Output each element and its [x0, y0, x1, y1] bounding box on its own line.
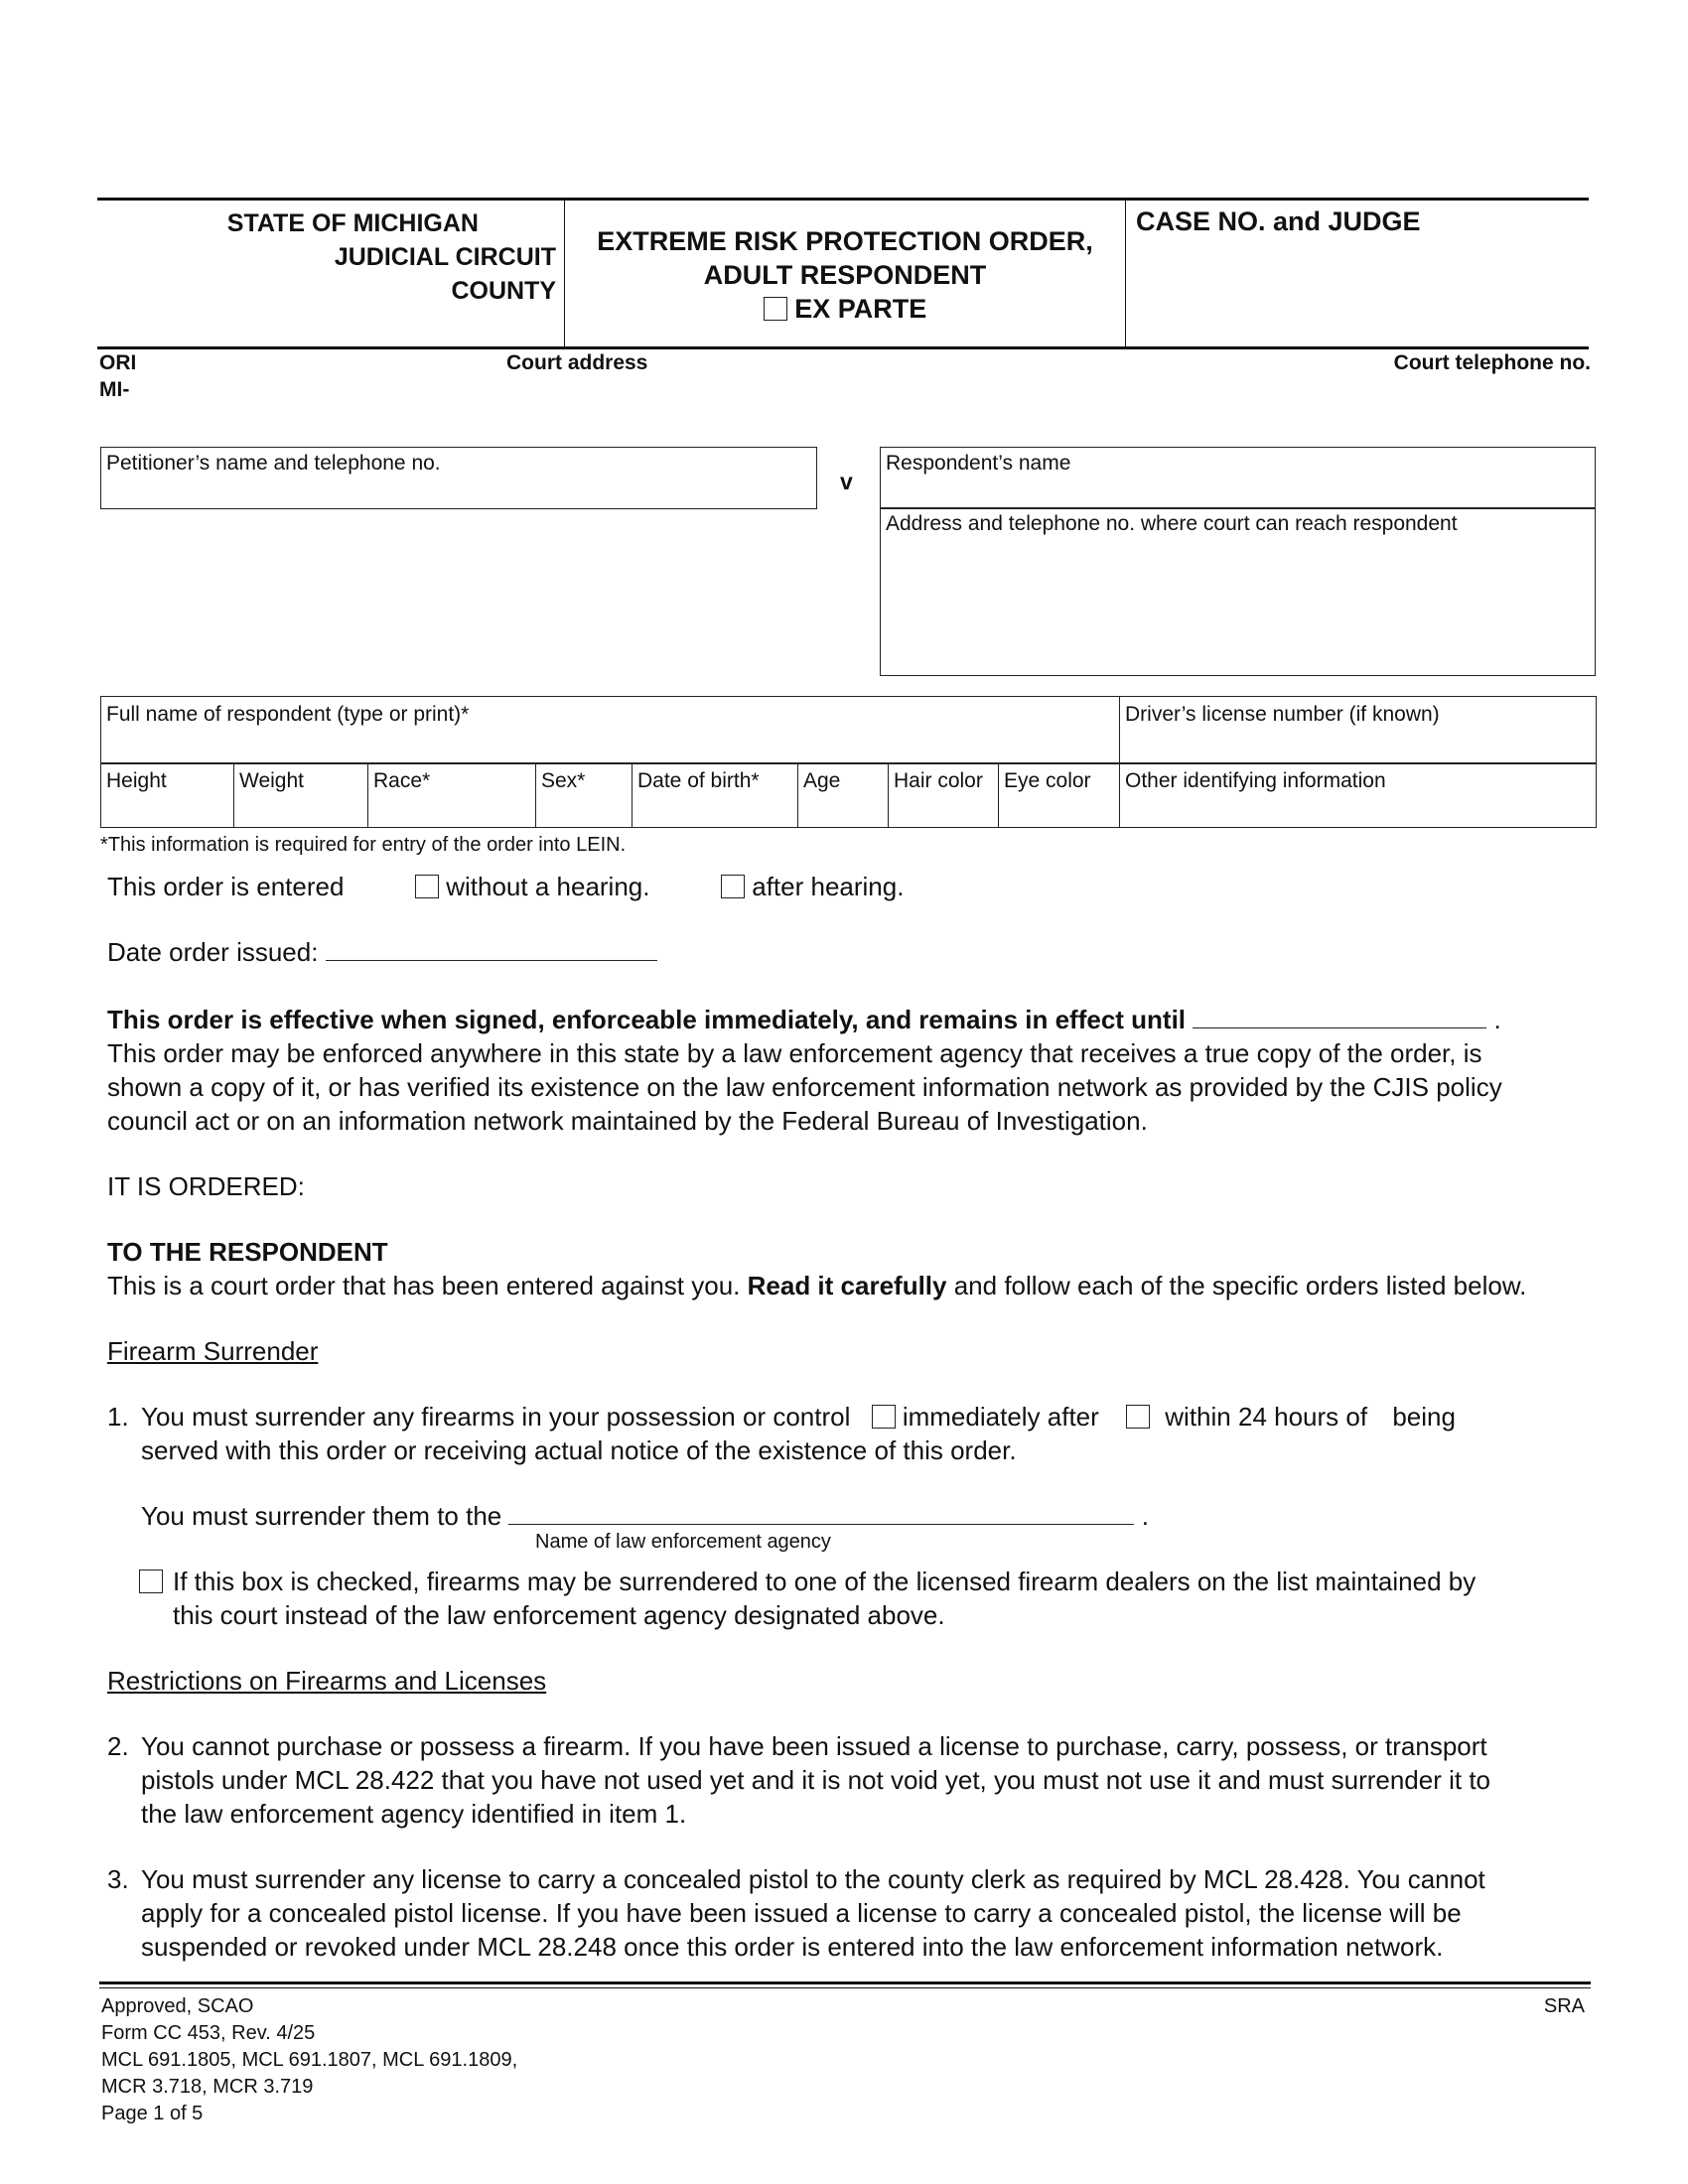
respondent-name-row — [100, 696, 1597, 764]
date-issued-row — [107, 935, 657, 969]
weight-label: Weight — [239, 769, 304, 792]
to-respondent-intro — [107, 1269, 1597, 1302]
effective-line-3: council act or on an information network maintained by the Federal Bureau of Investigation. — [107, 1106, 1148, 1136]
state-label: STATE OF MICHIGAN — [226, 209, 479, 237]
it-is-ordered: IT IS ORDERED: — [107, 1171, 305, 1201]
immediately-after-label: immediately after — [902, 1402, 1099, 1432]
ex-parte-checkbox[interactable] — [764, 297, 787, 321]
height-label: Height — [106, 769, 167, 792]
item-1-number: 1. — [107, 1402, 129, 1432]
within-24-hours-checkbox[interactable] — [1126, 1405, 1150, 1429]
item-2-number: 2. — [107, 1731, 129, 1761]
court-telephone-label: Court telephone no. — [1393, 351, 1591, 374]
petitioner-label: Petitioner’s name and telephone no. — [106, 452, 441, 475]
footer-code: SRA — [1543, 1995, 1585, 2017]
footer-mcl: MCL 691.1805, MCL 691.1807, MCL 691.1809, — [101, 2049, 518, 2071]
effective-period: . — [1493, 1005, 1501, 1034]
ex-parte-label: EX PARTE — [794, 294, 927, 324]
effective-statement — [107, 1003, 1597, 1036]
form-title — [564, 201, 1126, 346]
full-name-field[interactable] — [101, 697, 1119, 763]
item-2-text — [141, 1729, 1601, 1831]
effective-line-1: This order may be enforced anywhere in this state by a law enforcement agency that receives a true copy of the order, is — [107, 1038, 1482, 1068]
circuit-label: JUDICIAL CIRCUIT — [334, 243, 556, 271]
respondent-details-row — [100, 762, 1597, 828]
county-label: COUNTY — [451, 277, 556, 305]
date-of-birth-label: Date of birth* — [637, 769, 760, 792]
date-issued-label: Date order issued: — [107, 937, 319, 967]
height-field[interactable] — [101, 763, 233, 827]
item-3-text — [141, 1862, 1601, 1964]
court-address-label: Court address — [506, 351, 648, 374]
case-number-label: CASE NO. and JUDGE — [1136, 206, 1421, 236]
footer-form: Form CC 453, Rev. 4/25 — [101, 2022, 316, 2044]
footer-page: Page 1 of 5 — [101, 2103, 204, 2124]
item-2-line-1: You cannot purchase or possess a firearm. If you have been issued a license to purchase, carry, possess, or transport — [141, 1731, 1487, 1761]
intro-bold: Read it carefully — [747, 1271, 947, 1300]
item-2-line-3: the law enforcement agency identified in item 1. — [141, 1799, 687, 1829]
form-header — [97, 198, 1589, 349]
full-name-label: Full name of respondent (type or print)* — [106, 703, 470, 726]
case-number-field[interactable] — [1126, 201, 1589, 346]
after-hearing-option — [721, 870, 904, 903]
item-3-line-3: suspended or revoked under MCL 28.248 once this order is entered into the law enforcement information network. — [141, 1932, 1444, 1962]
respondent-address-label: Address and telephone no. where court can reach respondent — [886, 512, 1458, 535]
court-identity — [97, 201, 564, 346]
weight-field[interactable] — [233, 763, 367, 827]
agency-name-input[interactable] — [508, 1501, 1134, 1525]
dealer-text — [173, 1565, 1603, 1632]
expiration-date-input[interactable] — [1193, 1005, 1486, 1028]
respondent-address-field[interactable] — [880, 507, 1596, 676]
ex-parte-option — [565, 292, 1125, 326]
dealer-line-2: this court instead of the law enforcement agency designated above. — [173, 1600, 945, 1630]
item-3-line-1: You must surrender any license to carry a concealed pistol to the county clerk as required by MCL 28.428. You cannot — [141, 1864, 1485, 1894]
restrictions-heading: Restrictions on Firearms and Licenses — [107, 1666, 547, 1696]
sex-field[interactable] — [535, 763, 632, 827]
effective-bold: This order is effective when signed, enforceable immediately, and remains in effect until — [107, 1005, 1187, 1034]
footer-citations — [101, 1993, 517, 2127]
respondent-name-field[interactable] — [880, 447, 1596, 509]
intro-text-b: and follow each of the specific orders listed below. — [953, 1271, 1527, 1300]
hair-color-label: Hair color — [894, 769, 983, 792]
other-info-field[interactable] — [1119, 763, 1596, 827]
item-1-text-a: You must surrender any firearms in your possession or control — [141, 1402, 851, 1432]
ori-label: ORI — [99, 351, 137, 374]
date-of-birth-field[interactable] — [632, 763, 797, 827]
drivers-license-label: Driver’s license number (if known) — [1125, 703, 1440, 726]
age-label: Age — [803, 769, 841, 792]
intro-text-a: This is a court order that has been entered against you. — [107, 1271, 741, 1300]
date-issued-input[interactable] — [326, 937, 657, 961]
item-2-line-2: pistols under MCL 28.422 that you have not used yet and it is not void yet, you must not use it and must surrender it to — [141, 1765, 1491, 1795]
race-field[interactable] — [367, 763, 535, 827]
to-respondent-heading: TO THE RESPONDENT — [107, 1237, 388, 1267]
surrender-to-row — [141, 1499, 1149, 1533]
eye-color-label: Eye color — [1004, 769, 1091, 792]
dealer-line-1: If this box is checked, firearms may be surrendered to one of the licensed firearm dealers on the list maintained by — [173, 1567, 1477, 1596]
other-info-label: Other identifying information — [1125, 769, 1386, 792]
item-3-number: 3. — [107, 1864, 129, 1894]
surrender-to-label: You must surrender them to the — [141, 1501, 502, 1531]
surrender-period: . — [1141, 1501, 1149, 1531]
race-label: Race* — [373, 769, 431, 792]
lein-note: *This information is required for entry of the order into LEIN. — [100, 834, 627, 856]
without-hearing-option — [415, 870, 649, 903]
eye-color-field[interactable] — [998, 763, 1119, 827]
effective-paragraph — [107, 1003, 1597, 1138]
hair-color-field[interactable] — [888, 763, 998, 827]
without-hearing-label: without a hearing. — [446, 872, 650, 901]
dealer-option — [139, 1565, 163, 1598]
sex-label: Sex* — [541, 769, 586, 792]
footer-mcr: MCR 3.718, MCR 3.719 — [101, 2076, 314, 2098]
item-1-line-2: served with this order or receiving actual notice of the existence of this order. — [141, 1435, 1017, 1465]
firearm-surrender-heading: Firearm Surrender — [107, 1336, 319, 1366]
item-3-line-2: apply for a concealed pistol license. If you have been issued a license to carry a concealed pistol, the license will be — [141, 1898, 1462, 1928]
drivers-license-field[interactable] — [1119, 697, 1596, 763]
title-line-2: ADULT RESPONDENT — [703, 260, 987, 290]
agency-caption: Name of law enforcement agency — [535, 1531, 831, 1553]
age-field[interactable] — [797, 763, 888, 827]
item-1-text-b: being — [1392, 1402, 1456, 1432]
respondent-name-label: Respondent’s name — [886, 452, 1071, 475]
entered-label: This order is entered — [107, 872, 345, 901]
effective-line-2: shown a copy of it, or has verified its existence on the law enforcement information network as provided by the CJIS policy — [107, 1072, 1502, 1102]
immediately-after-checkbox[interactable] — [872, 1405, 896, 1429]
mi-label: MI- — [99, 378, 130, 401]
petitioner-field[interactable] — [100, 447, 817, 509]
within-24-hours-label: within 24 hours of — [1165, 1402, 1368, 1432]
title-line-1: EXTREME RISK PROTECTION ORDER, — [597, 226, 1093, 256]
footer-approved: Approved, SCAO — [101, 1995, 254, 2017]
versus-label: v — [840, 469, 853, 494]
after-hearing-label: after hearing. — [752, 872, 905, 901]
without-hearing-checkbox[interactable] — [415, 875, 439, 898]
after-hearing-checkbox[interactable] — [721, 875, 745, 898]
form-footer — [99, 1981, 1591, 2124]
item-1-line-1 — [141, 1400, 1601, 1433]
dealer-checkbox[interactable] — [139, 1570, 163, 1593]
